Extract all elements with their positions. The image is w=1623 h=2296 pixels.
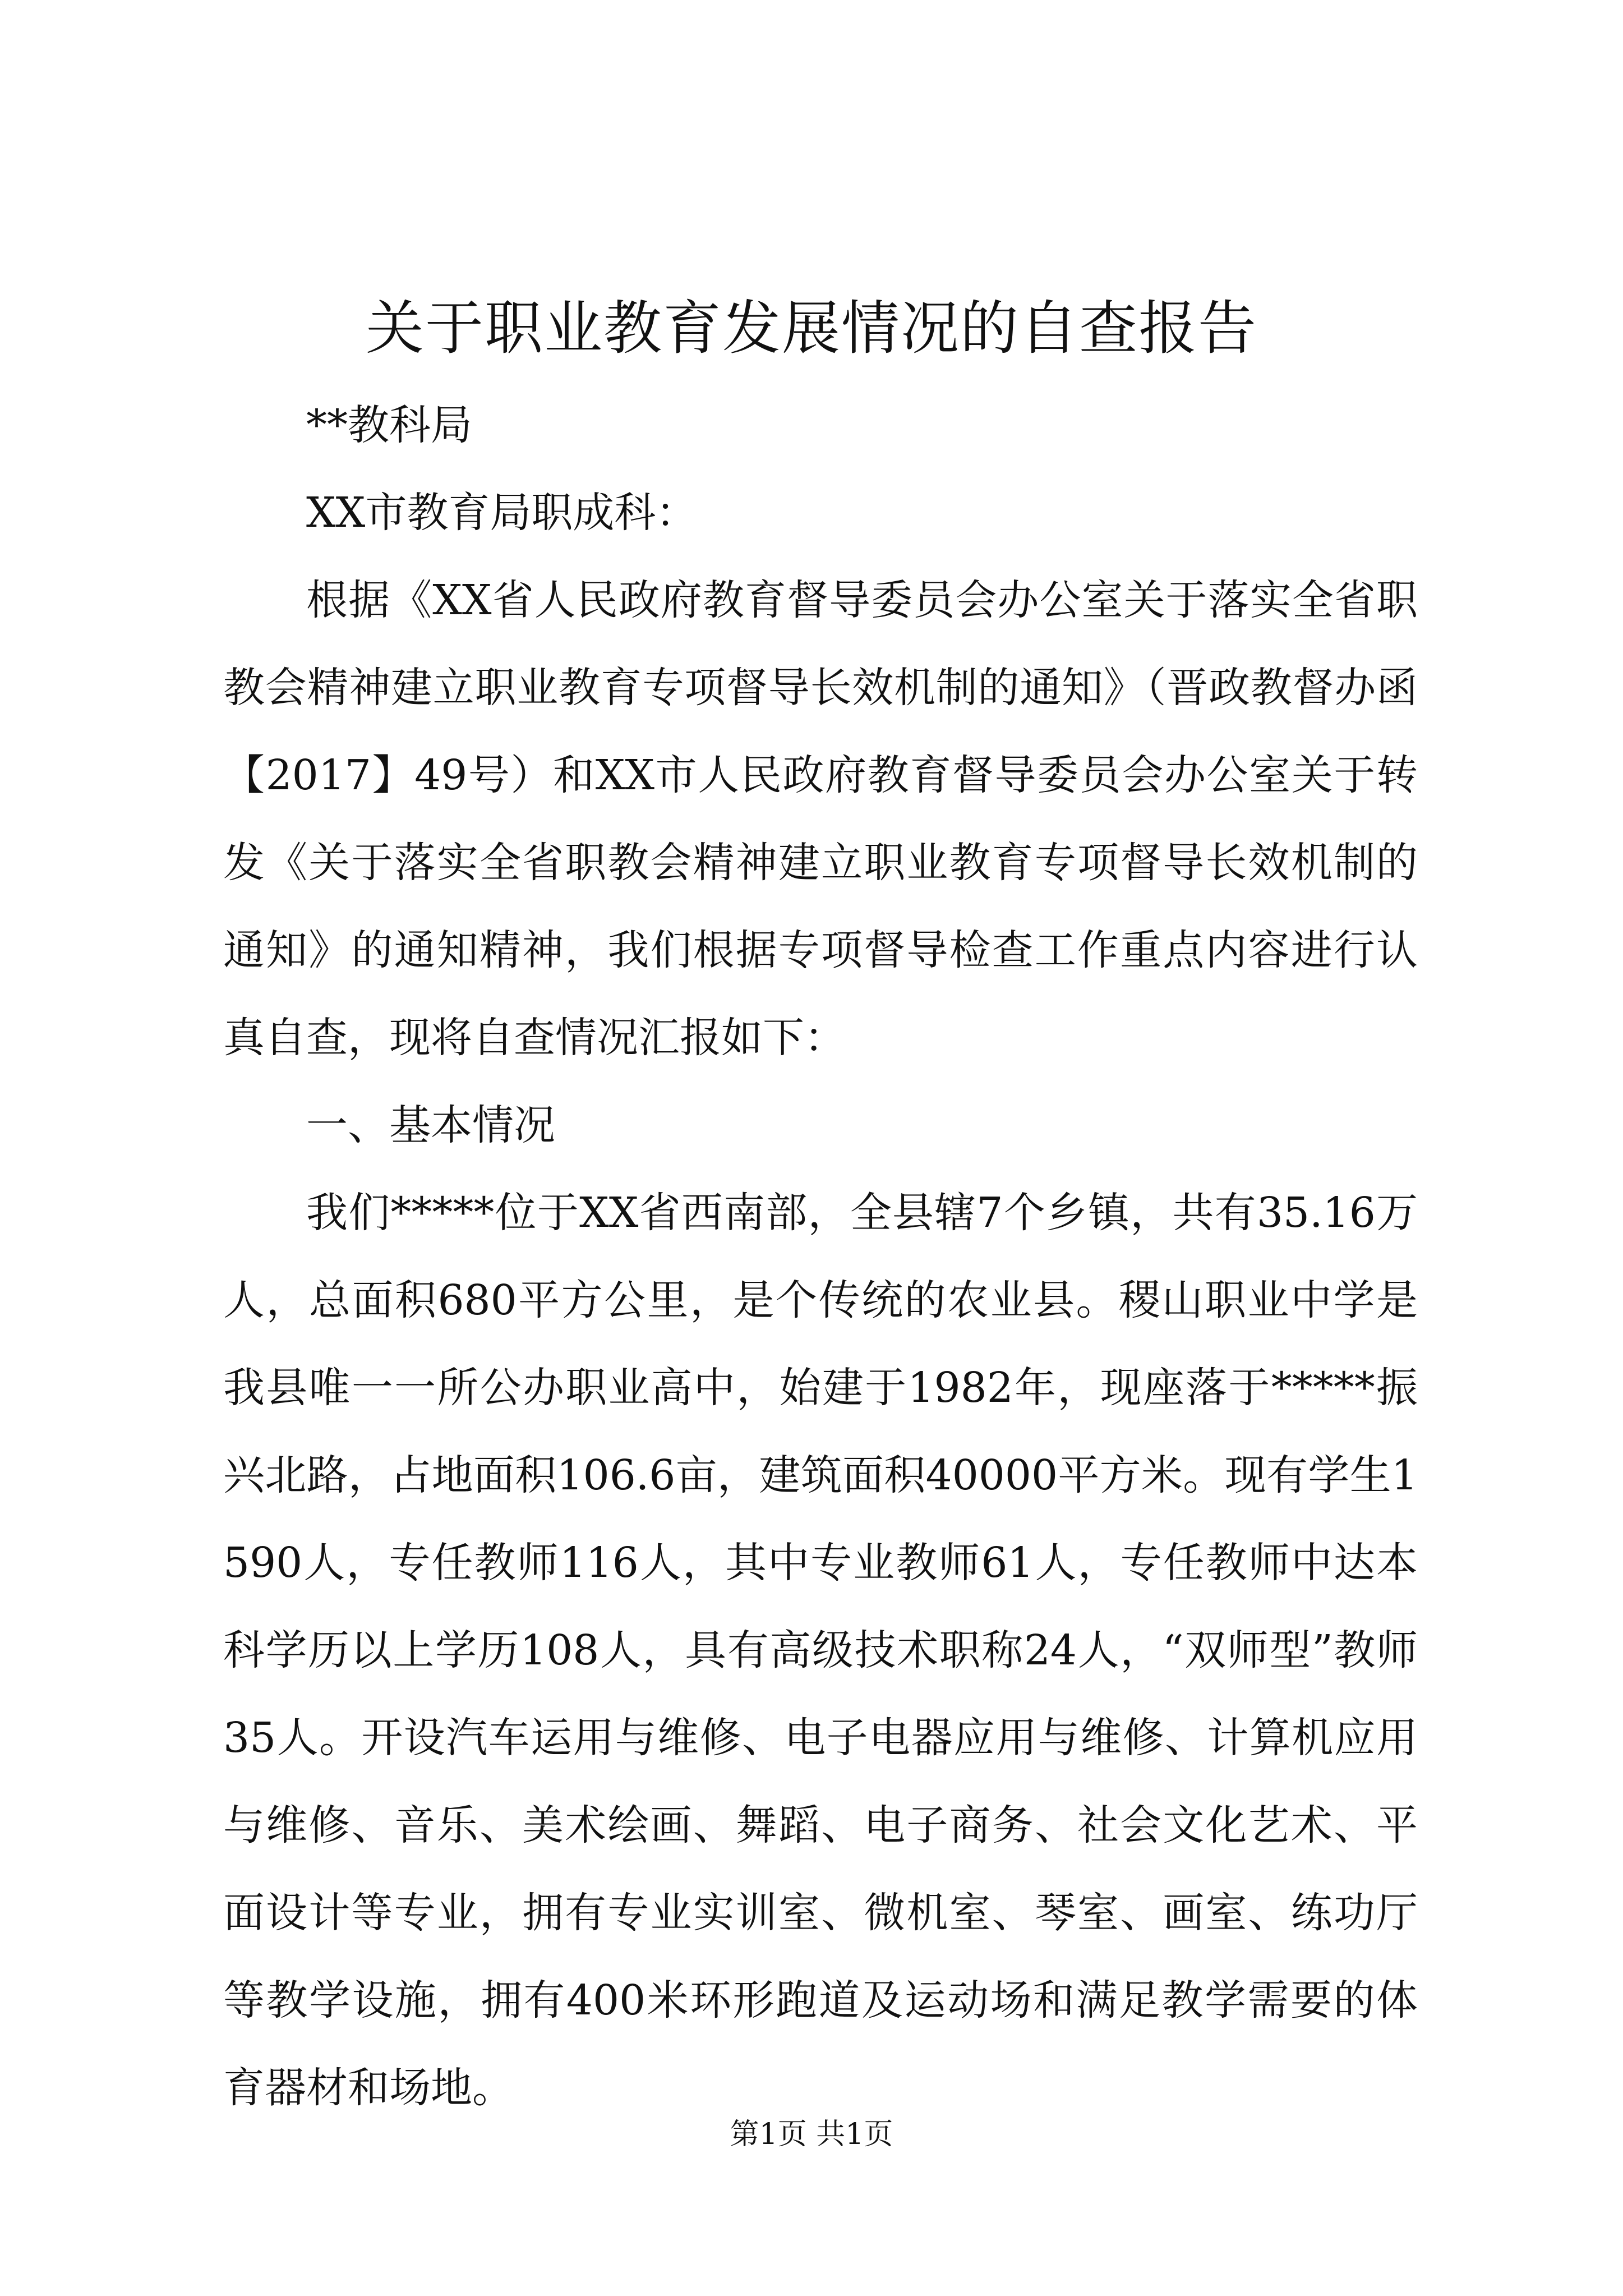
- document-title: 关于职业教育发展情况的自查报告: [365, 294, 1257, 362]
- basic-info-paragraph: 我们*****位于XX省西南部，全县辖7个乡镇，共有35.16万人，总面积680平方公里，是个传统的农业县。稷山职业中学是我县唯一一所公办职业高中，始建于1982年，现座落于*****振兴北路，占地面积106.6亩，建筑面积40000平方米。现有学生1590人，专任教师116人，其中专业教师61人，专任教师中达本科学历以上学历108人，具有高级技术职称24人，“双师型”教师35人。开设汽车运用与维修、电子电器应用与维修、计算机应用与维修、音乐、美术绘画、舞蹈、电子商务、社会文化艺术、平面设计等专业，拥有专业实训室、微机室、琴室、画室、练功厅等教学设施，拥有400米环形跑道及运动场和满足教学需要的体育器材和场地。: [223, 1189, 1418, 2112]
- page-footer: 第1页 共1页: [730, 2118, 893, 2151]
- intro-paragraph: 根据《XX省人民政府教育督导委员会办公室关于落实全省职教会精神建立职业教育专项督导长效机制的通知》（晋政教督办函【2017】49号）和XX市人民政府教育督导委员会办公室关于转发《关于落实全省职教会精神建立职业教育专项督导长效机制的通知》的通知精神，我们根据专项督导检查工作重点内容进行认真自查，现将自查情况汇报如下：: [223, 576, 1418, 1062]
- document-body: [223, 381, 1418, 2132]
- author-line: **教科局: [306, 401, 472, 449]
- section-heading: 一、基本情况: [306, 1101, 555, 1149]
- recipient-line: XX市教育局职成科：: [306, 489, 698, 537]
